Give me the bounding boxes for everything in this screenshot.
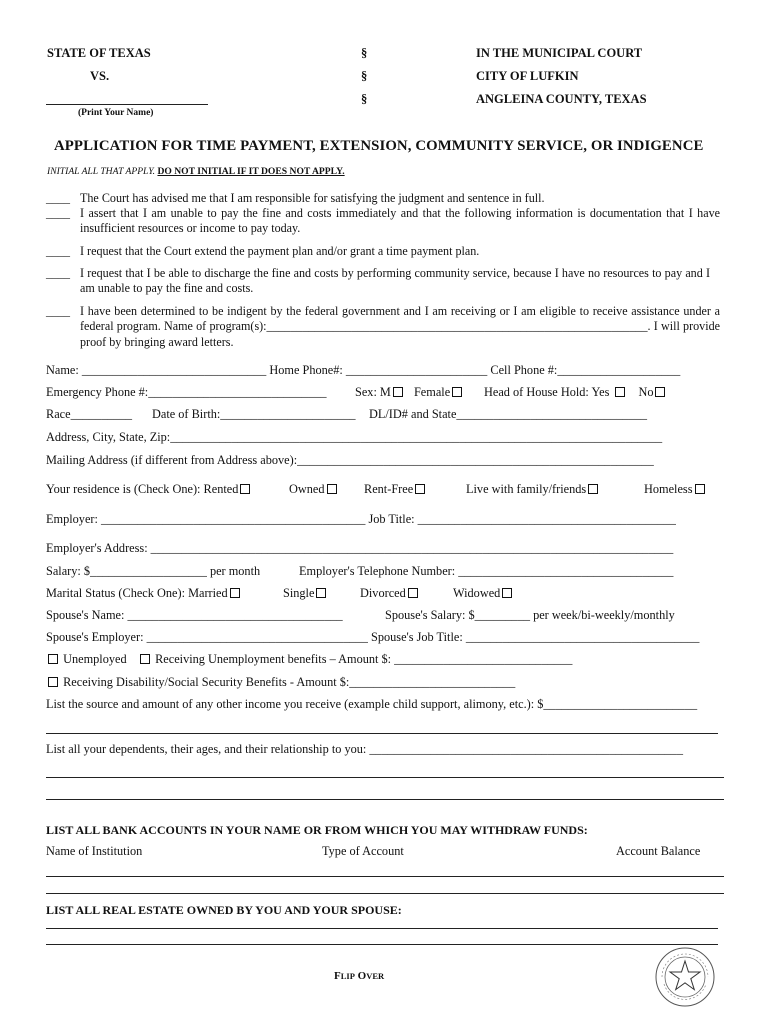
print-name-label: (Print Your Name): [78, 108, 154, 118]
item-1: The Court has advised me that I am responsible for satisfying the judgment and sentence in full.: [80, 191, 545, 205]
court-seal-icon: [654, 946, 716, 1008]
rentfree-label: Rent-Free: [364, 482, 414, 496]
residence-label: Your residence is (Check One): Rented: [46, 482, 239, 496]
item-4: I request that I be able to discharge the fine and costs by performing community service, because I have no resources to pay and I am unable to pay the fine and costs.: [80, 266, 710, 296]
unemployed-option: [46, 652, 127, 667]
race-field[interactable]: Race__________: [46, 407, 133, 421]
caption-court: IN THE MUNICIPAL COURT: [476, 46, 643, 60]
female-label: Female: [413, 385, 451, 399]
rented-checkbox[interactable]: [240, 484, 250, 494]
marital-single: [283, 586, 328, 601]
unemployed-label: Unemployed: [63, 652, 127, 666]
homeless-label: Homeless: [644, 482, 693, 496]
residence-rented: [46, 482, 252, 497]
name-phone-row[interactable]: Name: ______________________________ Home Phone#: _______________________ Cell Phone #:____________________: [46, 363, 681, 377]
dependents-field[interactable]: List all your dependents, their ages, and their relationship to you: ___________________________________________________: [46, 742, 683, 756]
spouse-employer-row[interactable]: Spouse's Employer: ____________________________________ Spouse's Job Title: ______________________________________: [46, 630, 700, 644]
residence-family: [466, 482, 600, 497]
head-yes-checkbox[interactable]: [615, 387, 625, 397]
head-no-label: No: [638, 385, 654, 399]
mailing-address-field[interactable]: Mailing Address (if different from Address above):__________________________________________________________: [46, 453, 654, 467]
rentfree-checkbox[interactable]: [415, 484, 425, 494]
sex-m-checkbox[interactable]: [393, 387, 403, 397]
unemployment-benefits-label[interactable]: Receiving Unemployment benefits – Amount $: _____________________________: [155, 652, 573, 666]
item-5: I have been determined to be indigent by the federal government and I am receiving or I am eligible to receive assistance under a federal program. Name of program(s):_______________________________________________________________. I will provide proof by bringing award letters.: [80, 304, 720, 349]
residence-homeless: [644, 482, 707, 497]
print-name-line[interactable]: [46, 104, 208, 105]
caption-county: ANGLEINA COUNTY, TEXAS: [476, 92, 647, 106]
marital-label: Marital Status (Check One): Married: [46, 586, 228, 600]
flip-f: F: [334, 970, 341, 982]
page-title: APPLICATION FOR TIME PAYMENT, EXTENSION, COMMUNITY SERVICE, OR INDIGENCE: [54, 138, 704, 154]
owned-label: Owned: [289, 482, 325, 496]
dob-field[interactable]: Date of Birth:______________________: [152, 407, 356, 421]
live-family-label: Live with family/friends: [466, 482, 587, 496]
unemployed-checkbox[interactable]: [48, 654, 58, 664]
widowed-label: Widowed: [453, 586, 501, 600]
section-symbol-1: §: [361, 46, 368, 60]
spouse-salary-field[interactable]: Spouse's Salary: $_________ per week/bi-weekly/monthly: [385, 608, 675, 622]
residence-owned: [289, 482, 339, 497]
bank-col-institution: Name of Institution: [46, 844, 143, 858]
other-income-line-2[interactable]: [46, 733, 718, 734]
caption-vs: VS.: [90, 69, 110, 83]
bank-line-1[interactable]: [46, 876, 724, 877]
bank-col-balance: Account Balance: [616, 844, 701, 858]
disability-option: [46, 675, 515, 690]
marital-widowed: [453, 586, 514, 601]
section-symbol-3: §: [361, 92, 368, 106]
address-field[interactable]: Address, City, State, Zip:________________________________________________________________________________: [46, 430, 663, 444]
initial-blank-2[interactable]: ____: [46, 206, 70, 220]
real-estate-heading: LIST ALL REAL ESTATE OWNED BY YOU AND YOUR SPOUSE:: [46, 903, 402, 917]
bank-heading: LIST ALL BANK ACCOUNTS IN YOUR NAME OR FROM WHICH YOU MAY WITHDRAW FUNDS:: [46, 823, 588, 837]
sex-field: [355, 385, 464, 400]
spouse-name-field[interactable]: Spouse's Name: ___________________________________: [46, 608, 343, 622]
initial-blank-1[interactable]: ____: [46, 191, 70, 205]
initial-blank-5[interactable]: ____: [46, 304, 70, 318]
flip-over-label: [334, 970, 384, 982]
disability-label[interactable]: Receiving Disability/Social Security Benefits - Amount $:___________________________: [63, 675, 516, 689]
salary-field[interactable]: Salary: $___________________ per month: [46, 564, 261, 578]
residence-rentfree: [364, 482, 427, 497]
single-label: Single: [283, 586, 315, 600]
female-checkbox[interactable]: [452, 387, 462, 397]
live-family-checkbox[interactable]: [588, 484, 598, 494]
instruction-initial: INITIAL ALL THAT APPLY.: [47, 166, 156, 177]
married-checkbox[interactable]: [230, 588, 240, 598]
dependents-line-3[interactable]: [46, 799, 724, 800]
divorced-label: Divorced: [360, 586, 406, 600]
initial-blank-4[interactable]: ____: [46, 266, 70, 280]
instruction: [47, 166, 345, 177]
emergency-phone-field[interactable]: Emergency Phone #:_____________________________: [46, 385, 327, 399]
sex-label: Sex: M: [355, 385, 391, 399]
real-estate-line-1[interactable]: [46, 928, 718, 929]
initial-blank-3[interactable]: ____: [46, 244, 70, 258]
single-checkbox[interactable]: [316, 588, 326, 598]
item-3: I request that the Court extend the payment plan and/or grant a time payment plan.: [80, 244, 480, 258]
caption-state: STATE OF TEXAS: [47, 46, 151, 60]
head-label: Head of House Hold: Yes: [484, 385, 610, 399]
caption-city: CITY OF LUFKIN: [476, 69, 579, 83]
flip-ver: VER: [366, 971, 385, 981]
flip-lip: LIP: [340, 971, 355, 981]
marital-divorced: [360, 586, 420, 601]
marital-married: [46, 586, 242, 601]
owned-checkbox[interactable]: [327, 484, 337, 494]
real-estate-line-2[interactable]: [46, 944, 718, 945]
section-symbol-2: §: [361, 69, 368, 83]
flip-o: O: [357, 970, 367, 982]
dependents-line-2[interactable]: [46, 777, 724, 778]
head-no-checkbox[interactable]: [655, 387, 665, 397]
instruction-do-not: DO NOT INITIAL IF IT DOES NOT APPLY.: [157, 166, 345, 177]
bank-col-type: Type of Account: [322, 844, 404, 858]
bank-line-2[interactable]: [46, 893, 724, 894]
other-income-field[interactable]: List the source and amount of any other income you receive (example child support, alimony, etc.): $_________________________: [46, 697, 698, 711]
head-of-household-field: [484, 385, 667, 400]
homeless-checkbox[interactable]: [695, 484, 705, 494]
item-2: I assert that I am unable to pay the fine and costs immediately and that the following information is documentation that I have insufficient resources or income to pay today.: [80, 206, 720, 236]
employer-phone-field[interactable]: Employer's Telephone Number: ___________________________________: [299, 564, 674, 578]
widowed-checkbox[interactable]: [502, 588, 512, 598]
unemployment-benefits-checkbox[interactable]: [140, 654, 150, 664]
employer-address-field[interactable]: Employer's Address: _____________________________________________________________________________________: [46, 541, 674, 555]
employer-row[interactable]: Employer: ___________________________________________ Job Title: __________________________________________: [46, 512, 676, 526]
unemployment-benefits-option: [138, 652, 572, 667]
disability-checkbox[interactable]: [48, 677, 58, 687]
divorced-checkbox[interactable]: [408, 588, 418, 598]
dlid-field[interactable]: DL/ID# and State_______________________________: [369, 407, 648, 421]
